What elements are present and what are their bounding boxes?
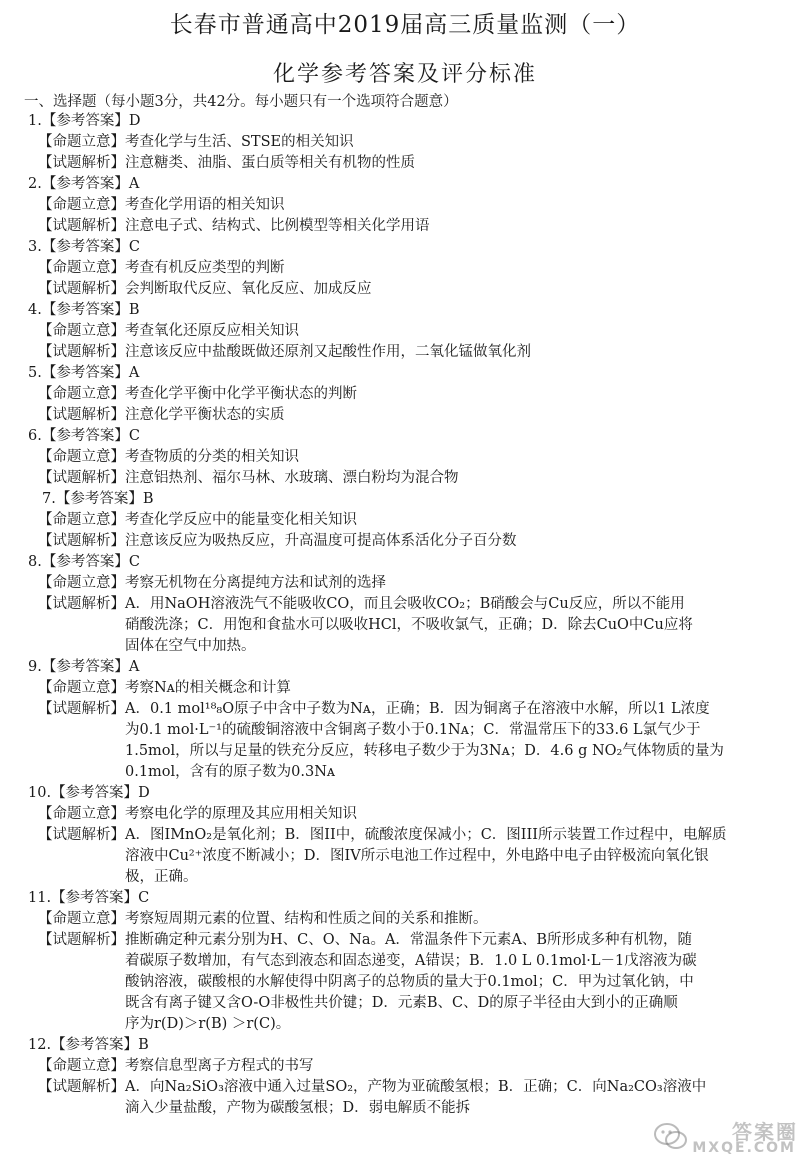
intent-row bbox=[24, 909, 792, 930]
question-block bbox=[24, 783, 792, 888]
answer-line bbox=[24, 363, 792, 384]
analysis-line: A．用NaOH溶液洗气不能吸收CO，而且会吸收CO₂；B硝酸会与Cu反应，所以不能用 bbox=[125, 596, 685, 612]
intent-text: 考查化学反应中的能量变化相关知识 bbox=[125, 512, 357, 528]
analysis-row bbox=[24, 825, 792, 888]
analysis-text bbox=[125, 594, 792, 657]
intent-text: 考察信息型离子方程式的书写 bbox=[125, 1058, 314, 1074]
analysis-row bbox=[24, 531, 792, 552]
analysis-line: 酸钠溶液，碳酸根的水解使得中阴离子的总物质的量大于0.1mol；C．甲为过氧化钠，中 bbox=[125, 974, 694, 990]
answer-label: 【参考答案】 bbox=[55, 491, 143, 507]
analysis-label: 【试题解析】 bbox=[38, 344, 125, 360]
intent-row bbox=[24, 678, 792, 699]
question-number: 11. bbox=[28, 890, 52, 906]
analysis-line: 既含有离子键又含O-O非极性共价键；D．元素B、C、D的原子半径由大到小的正确顺 bbox=[125, 995, 678, 1011]
answer-line bbox=[24, 174, 792, 195]
section-intro: 一、选择题（每小题3分，共42分。每小题只有一个选项符合题意） bbox=[24, 94, 458, 110]
analysis-label: 【试题解析】 bbox=[38, 932, 125, 948]
question-block bbox=[24, 111, 792, 174]
analysis-line: 滴入少量盐酸，产物为碳酸氢根；D．弱电解质不能拆 bbox=[125, 1100, 471, 1116]
answer-label: 【参考答案】 bbox=[41, 428, 129, 444]
answer-line bbox=[24, 888, 792, 909]
answer-line bbox=[24, 426, 792, 447]
analysis-label: 【试题解析】 bbox=[38, 218, 125, 234]
analysis-line: 注意铝热剂、福尔马林、水玻璃、漂白粉均为混合物 bbox=[125, 470, 459, 486]
analysis-text bbox=[125, 825, 792, 888]
analysis-row bbox=[24, 594, 792, 657]
intent-label: 【命题立意】 bbox=[38, 575, 125, 591]
watermark-site: MXQE.COM bbox=[692, 1140, 796, 1156]
analysis-line: 0.1mol，含有的原子数为0.3Nᴀ bbox=[125, 764, 336, 780]
analysis-label: 【试题解析】 bbox=[38, 155, 125, 171]
analysis-label: 【试题解析】 bbox=[38, 470, 125, 486]
intent-row bbox=[24, 447, 792, 468]
question-block bbox=[24, 888, 792, 1035]
analysis-text bbox=[125, 405, 792, 426]
analysis-row bbox=[24, 468, 792, 489]
intent-label: 【命题立意】 bbox=[38, 449, 125, 465]
analysis-text bbox=[125, 1077, 792, 1119]
answer-line bbox=[24, 657, 792, 678]
analysis-line: 注意糖类、油脂、蛋白质等相关有机物的性质 bbox=[125, 155, 415, 171]
question-block bbox=[24, 1035, 792, 1119]
question-number: 10. bbox=[28, 785, 52, 801]
analysis-line: 固体在空气中加热。 bbox=[125, 638, 256, 654]
intent-row bbox=[24, 321, 792, 342]
analysis-line: 着碳原子数增加，有气态到液态和固态递变，A错误；B．1.0 L 0.1mol·L－1戊溶液为碳 bbox=[125, 953, 697, 969]
answer-line bbox=[24, 237, 792, 258]
intent-row bbox=[24, 132, 792, 153]
question-block bbox=[24, 300, 792, 363]
watermark-text: 答案圈 bbox=[732, 1120, 798, 1144]
answer-value: B bbox=[142, 491, 154, 507]
analysis-line: 注意该反应中盐酸既做还原剂又起酸性作用，二氧化锰做氧化剂 bbox=[125, 344, 531, 360]
analysis-text bbox=[125, 531, 792, 552]
answer-value: A bbox=[128, 365, 140, 381]
intent-label: 【命题立意】 bbox=[38, 512, 125, 528]
analysis-text bbox=[125, 930, 792, 1035]
question-block bbox=[24, 657, 792, 783]
analysis-row bbox=[24, 216, 792, 237]
intent-label: 【命题立意】 bbox=[38, 911, 125, 927]
answer-value: C bbox=[138, 890, 150, 906]
answer-value: A bbox=[128, 176, 140, 192]
analysis-line: 会判断取代反应、氧化反应、加成反应 bbox=[125, 281, 372, 297]
question-number: 1. bbox=[28, 113, 42, 129]
analysis-row bbox=[24, 930, 792, 1035]
answer-label: 【参考答案】 bbox=[41, 365, 129, 381]
intent-row bbox=[24, 195, 792, 216]
intent-text: 考查化学用语的相关知识 bbox=[125, 197, 285, 213]
analysis-line: 极，正确。 bbox=[125, 869, 198, 885]
question-number: 3. bbox=[28, 239, 42, 255]
answer-value: C bbox=[128, 428, 140, 444]
intent-text: 考查有机反应类型的判断 bbox=[125, 260, 285, 276]
intent-row bbox=[24, 1056, 792, 1077]
intent-text: 考查化学与生活、STSE的相关知识 bbox=[125, 134, 354, 150]
intent-text: 考查化学平衡中化学平衡状态的判断 bbox=[125, 386, 357, 402]
question-block bbox=[24, 237, 792, 300]
intent-label: 【命题立意】 bbox=[38, 260, 125, 276]
analysis-line: A．0.1 mol¹⁸₈O原子中含中子数为Nᴀ，正确；B．因为铜离子在溶液中水解，所以1 L浓度 bbox=[125, 701, 710, 717]
analysis-label: 【试题解析】 bbox=[38, 281, 125, 297]
answer-label: 【参考答案】 bbox=[51, 785, 139, 801]
question-number: 4. bbox=[28, 302, 42, 318]
analysis-row bbox=[24, 279, 792, 300]
analysis-row bbox=[24, 1077, 792, 1119]
analysis-line: 注意化学平衡状态的实质 bbox=[125, 407, 285, 423]
intent-label: 【命题立意】 bbox=[38, 323, 125, 339]
analysis-line: 注意该反应为吸热反应，升高温度可提高体系活化分子百分数 bbox=[125, 533, 517, 549]
analysis-line: 序为r(D)＞r(B) ＞r(C)。 bbox=[125, 1016, 291, 1032]
watermark bbox=[654, 1116, 804, 1160]
intent-label: 【命题立意】 bbox=[38, 386, 125, 402]
analysis-line: 为0.1 mol·L⁻¹的硫酸铜溶液中含铜离子数小于0.1Nᴀ；C．常温常压下的33.6 L氯气少于 bbox=[125, 722, 701, 738]
answer-label: 【参考答案】 bbox=[41, 554, 129, 570]
intent-row bbox=[24, 510, 792, 531]
question-block bbox=[24, 489, 792, 552]
analysis-text bbox=[125, 699, 792, 783]
intent-text: 考察无机物在分离提纯方法和试剂的选择 bbox=[125, 575, 386, 591]
intent-label: 【命题立意】 bbox=[38, 1058, 125, 1074]
intent-text: 考查物质的分类的相关知识 bbox=[125, 449, 299, 465]
question-number: 6. bbox=[28, 428, 42, 444]
analysis-text bbox=[125, 153, 792, 174]
analysis-line: 1.5mol，所以与足量的铁充分反应，转移电子数少于为3Nᴀ；D．4.6 g NO₂气体物质的量为 bbox=[125, 743, 724, 759]
answer-value: A bbox=[128, 659, 140, 675]
intent-label: 【命题立意】 bbox=[38, 134, 125, 150]
analysis-line: A．向Na₂SiO₃溶液中通入过量SO₂，产物为亚硫酸氢根；B．正确；C．向Na₂CO₃溶液中 bbox=[125, 1079, 707, 1095]
answer-value: B bbox=[128, 302, 140, 318]
question-number: 12. bbox=[28, 1037, 52, 1053]
question-block bbox=[24, 174, 792, 237]
answer-line bbox=[24, 1035, 792, 1056]
answer-line bbox=[24, 552, 792, 573]
wechat-icon bbox=[654, 1122, 688, 1152]
intent-text: 考察电化学的原理及其应用相关知识 bbox=[125, 806, 357, 822]
answer-line bbox=[24, 783, 792, 804]
question-number: 2. bbox=[28, 176, 42, 192]
analysis-text bbox=[125, 279, 792, 300]
page-subtitle: 化学参考答案及评分标准 bbox=[272, 62, 537, 87]
question-block bbox=[24, 426, 792, 489]
analysis-line: 溶液中Cu²⁺浓度不断减小；D．图IV所示电池工作过程中，外电路中电子由锌极流向氧化银 bbox=[125, 848, 709, 864]
intent-text: 考察Nᴀ的相关概念和计算 bbox=[125, 680, 291, 696]
answer-label: 【参考答案】 bbox=[41, 113, 129, 129]
analysis-row bbox=[24, 405, 792, 426]
answer-value: D bbox=[128, 113, 141, 129]
question-number: 5. bbox=[28, 365, 42, 381]
intent-row bbox=[24, 804, 792, 825]
analysis-line: 硝酸洗涤；C．用饱和食盐水可以吸收HCl，不吸收氯气，正确；D．除去CuO中Cu应将 bbox=[125, 617, 693, 633]
analysis-row bbox=[24, 342, 792, 363]
analysis-text bbox=[125, 468, 792, 489]
analysis-label: 【试题解析】 bbox=[38, 533, 125, 549]
answer-value: B bbox=[138, 1037, 149, 1053]
analysis-row bbox=[24, 153, 792, 174]
intent-row bbox=[24, 384, 792, 405]
intent-row bbox=[24, 258, 792, 279]
analysis-text bbox=[125, 342, 792, 363]
answer-label: 【参考答案】 bbox=[41, 239, 129, 255]
answer-line bbox=[24, 300, 792, 321]
analysis-row bbox=[24, 699, 792, 783]
answer-line bbox=[24, 111, 792, 132]
question-block bbox=[24, 363, 792, 426]
answer-label: 【参考答案】 bbox=[41, 176, 129, 192]
intent-label: 【命题立意】 bbox=[38, 680, 125, 696]
analysis-label: 【试题解析】 bbox=[38, 1079, 125, 1095]
analysis-line: 注意电子式、结构式、比例模型等相关化学用语 bbox=[125, 218, 430, 234]
answer-label: 【参考答案】 bbox=[41, 659, 129, 675]
answer-value: C bbox=[128, 554, 140, 570]
answer-label: 【参考答案】 bbox=[51, 1037, 139, 1053]
answer-value: D bbox=[138, 785, 150, 801]
question-number: 9. bbox=[28, 659, 42, 675]
answer-label: 【参考答案】 bbox=[51, 890, 139, 906]
intent-label: 【命题立意】 bbox=[38, 197, 125, 213]
intent-text: 考察短周期元素的位置、结构和性质之间的关系和推断。 bbox=[125, 911, 488, 927]
page-title: 长春市普通高中2019届高三质量监测（一） bbox=[169, 12, 641, 38]
question-number: 7. bbox=[42, 491, 56, 507]
question-block bbox=[24, 552, 792, 657]
analysis-line: 推断确定种元素分别为H、C、O、Na。A．常温条件下元素A、B所形成多种有机物，随 bbox=[125, 932, 693, 948]
analysis-label: 【试题解析】 bbox=[38, 596, 125, 612]
answer-value: C bbox=[128, 239, 140, 255]
analysis-label: 【试题解析】 bbox=[38, 701, 125, 717]
analysis-line: A．图IMnO₂是氧化剂；B．图II中，硫酸浓度保减小；C．图III所示装置工作过程中，电解质 bbox=[125, 827, 727, 843]
question-list bbox=[24, 111, 792, 1119]
analysis-label: 【试题解析】 bbox=[38, 827, 125, 843]
analysis-label: 【试题解析】 bbox=[38, 407, 125, 423]
intent-text: 考查氧化还原反应相关知识 bbox=[125, 323, 299, 339]
intent-row bbox=[24, 573, 792, 594]
answer-line bbox=[24, 489, 792, 510]
question-number: 8. bbox=[28, 554, 42, 570]
answer-label: 【参考答案】 bbox=[41, 302, 129, 318]
intent-label: 【命题立意】 bbox=[38, 806, 125, 822]
analysis-text bbox=[125, 216, 792, 237]
